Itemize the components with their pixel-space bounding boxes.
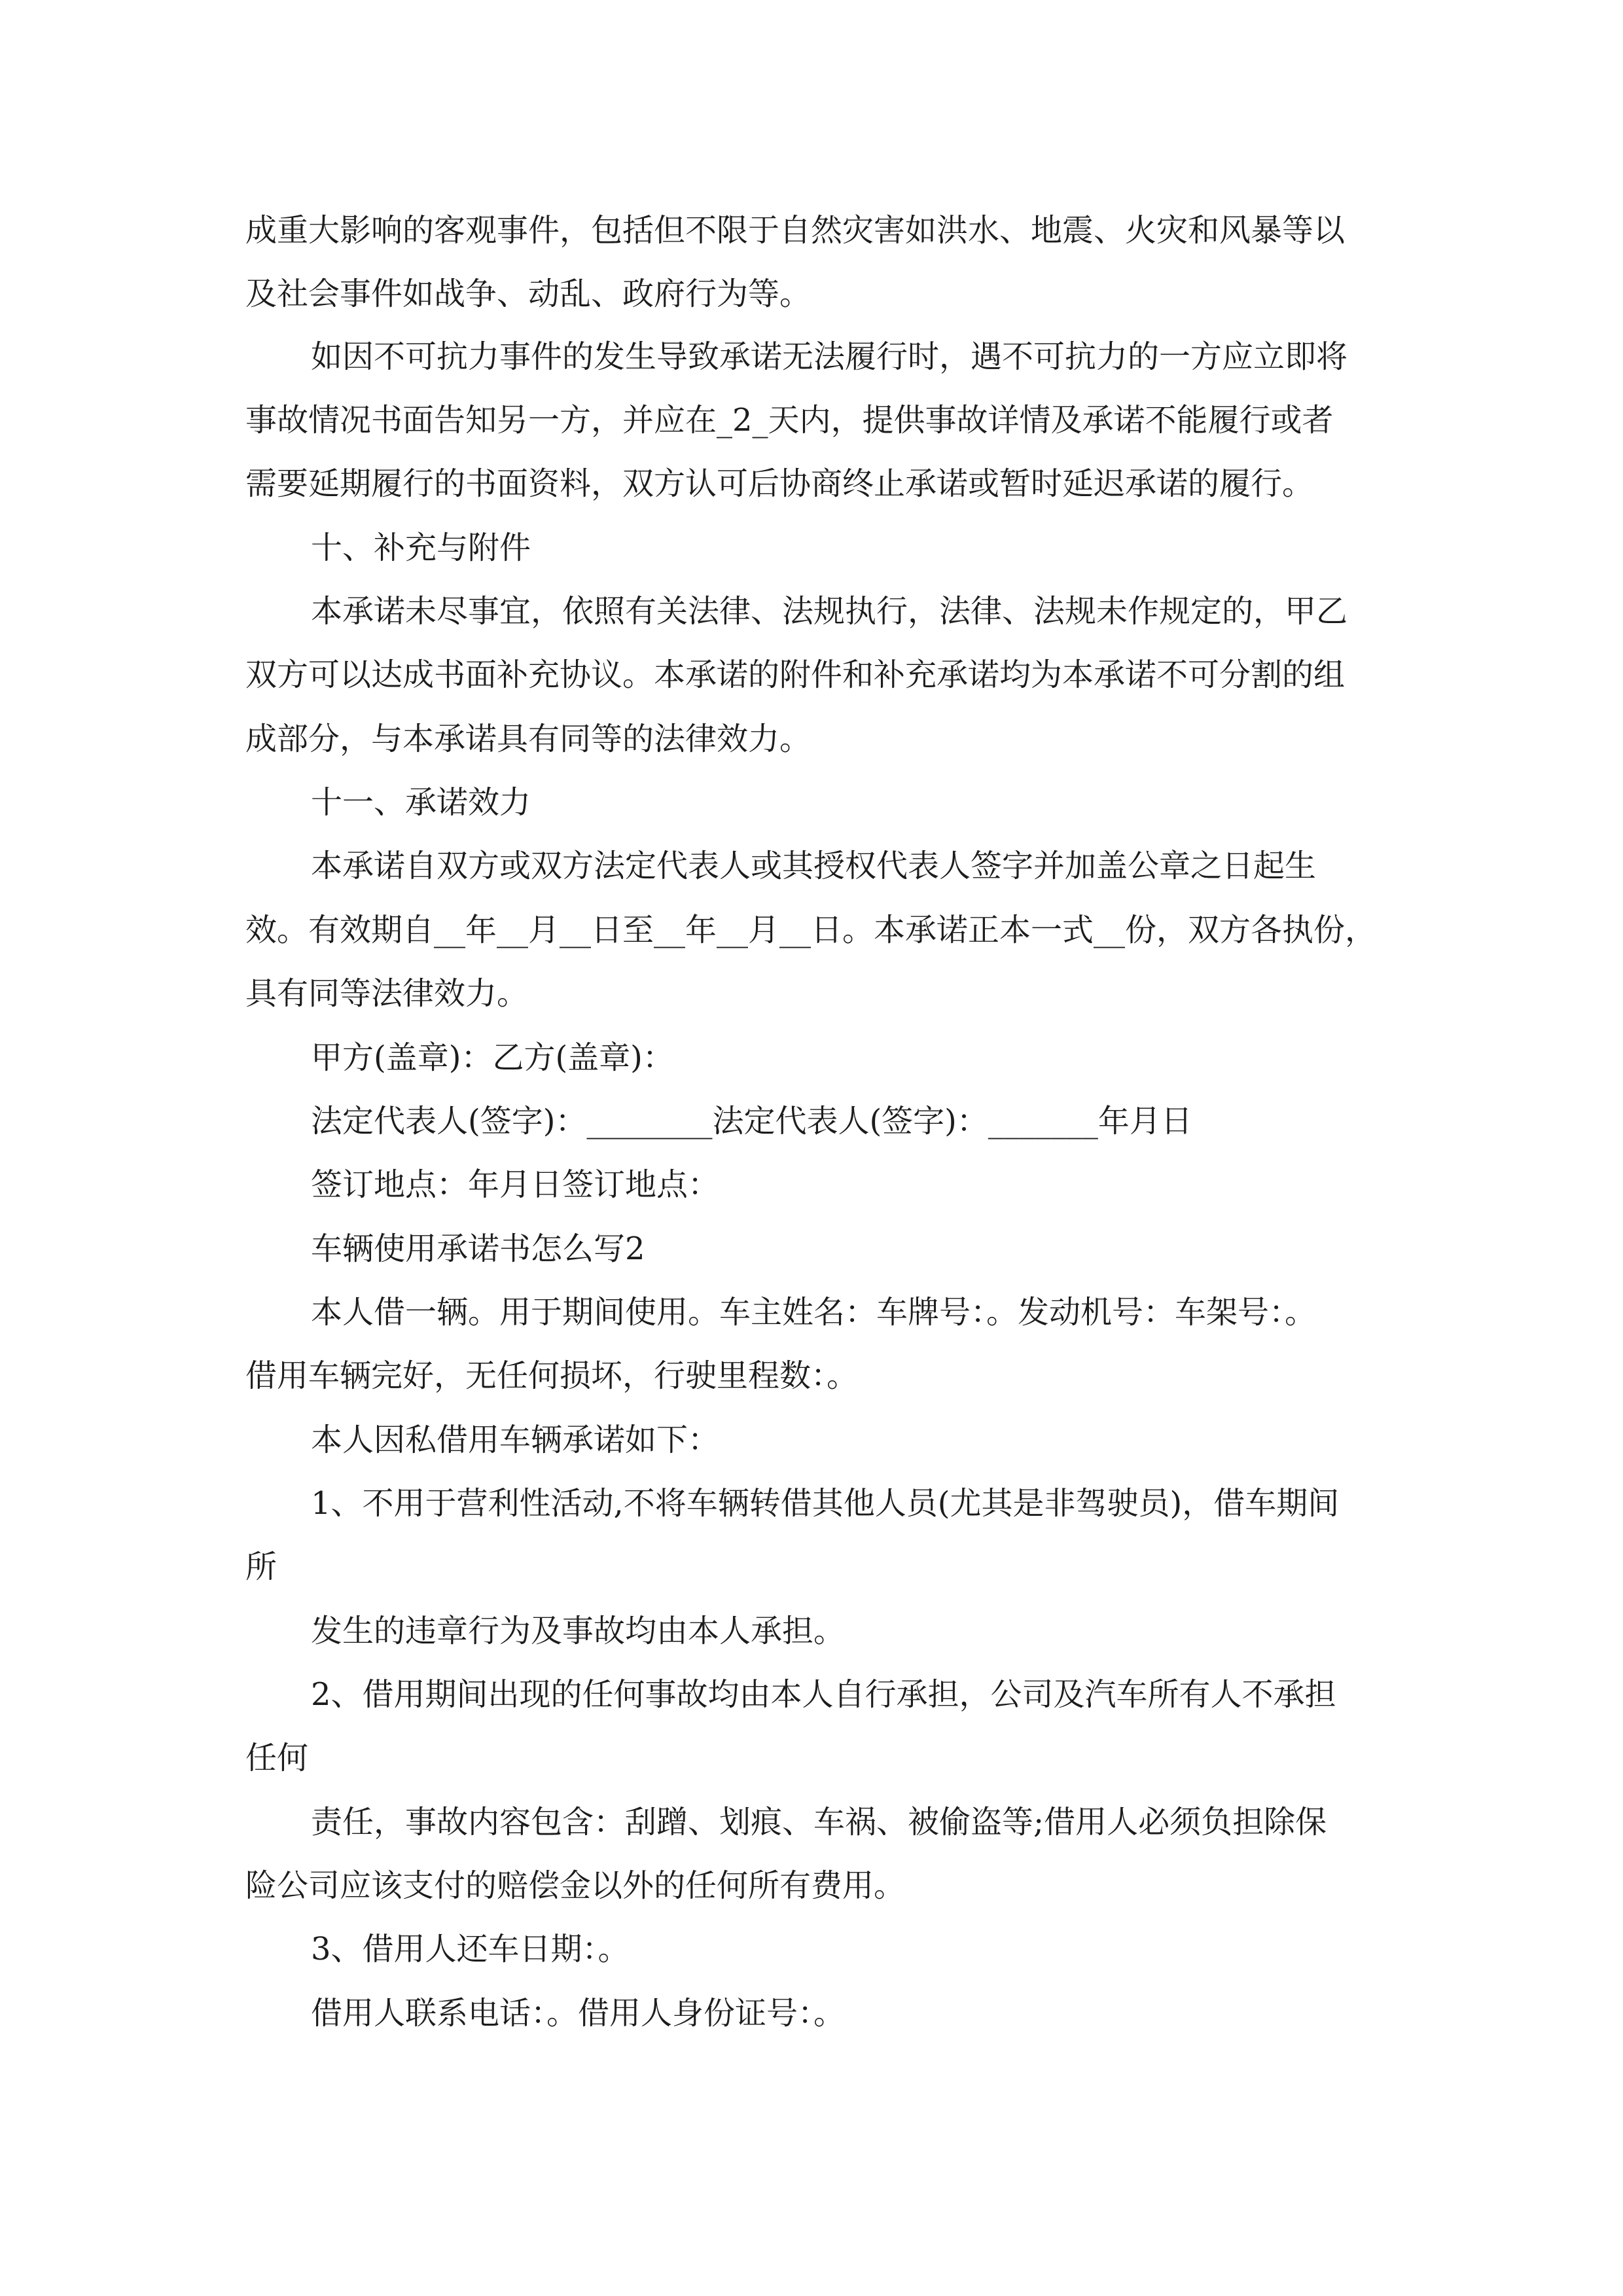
text-line: 成部分，与本承诺具有同等的法律效力。 [245, 721, 812, 757]
text-line: 险公司应该支付的赔偿金以外的任何所有费用。 [245, 1867, 906, 1904]
text-line: 需要延期履行的书面资料，双方认可后协商终止承诺或暂时延迟承诺的履行。 [245, 465, 1314, 502]
text-line: 及社会事件如战争、动乱、政府行为等。 [245, 276, 812, 312]
text-line: 本承诺未尽事宜，依照有关法律、法规执行，法律、法规未作规定的，甲乙 [311, 593, 1348, 630]
text-line: 任何 [245, 1740, 309, 1776]
text-line: 本承诺自双方或双方法定代表人或其授权代表人签字并加盖公章之日起生 [311, 848, 1317, 884]
signature-line: 法定代表人(签字)：________法定代表人(签字)：_______年月日 [311, 1103, 1192, 1139]
signature-line: 签订地点：年月日签订地点： [311, 1166, 720, 1203]
section-heading: 十一、承诺效力 [311, 784, 531, 821]
section-heading: 十、补充与附件 [311, 529, 531, 566]
text-line: 如因不可抗力事件的发生导致承诺无法履行时，遇不可抗力的一方应立即将 [311, 338, 1348, 375]
text-line: 借用人联系电话：。借用人身份证号：。 [311, 1995, 846, 2032]
text-line: 所 [245, 1549, 277, 1585]
signature-line: 甲方(盖章)：乙方(盖章)： [311, 1039, 674, 1076]
list-item: 3、借用人还车日期：。 [311, 1931, 630, 1967]
text-line: 本人因私借用车辆承诺如下： [311, 1422, 720, 1458]
text-line: 效。有效期自__年__月__日至__年__月__日。本承诺正本一式__份，双方各执份， [245, 912, 1377, 948]
list-item: 2、借用期间出现的任何事故均由本人自行承担，公司及汽车所有人不承担 [311, 1676, 1336, 1713]
text-line: 双方可以达成书面补充协议。本承诺的附件和补充承诺均为本承诺不可分割的组 [245, 656, 1346, 693]
text-line: 成重大影响的客观事件，包括但不限于自然灾害如洪水、地震、火灾和风暴等以 [245, 212, 1346, 249]
text-line: 具有同等法律效力。 [245, 975, 529, 1012]
list-item: 1、不用于营利性活动,不将车辆转借其他人员(尤其是非驾驶员)，借车期间 [311, 1485, 1340, 1522]
document-title: 车辆使用承诺书怎么写2 [311, 1230, 645, 1267]
text-line: 借用车辆完好，无任何损坏，行驶里程数：。 [245, 1357, 859, 1394]
text-line: 责任，事故内容包含：刮蹭、划痕、车祸、被偷盗等;借用人必须负担除保 [311, 1804, 1327, 1840]
text-line: 本人借一辆。用于期间使用。车主姓名：车牌号：。发动机号：车架号：。 [311, 1294, 1317, 1331]
text-line: 事故情况书面告知另一方，并应在_2_天内，提供事故详情及承诺不能履行或者 [245, 402, 1334, 439]
text-line: 发生的违章行为及事故均由本人承担。 [311, 1613, 846, 1649]
